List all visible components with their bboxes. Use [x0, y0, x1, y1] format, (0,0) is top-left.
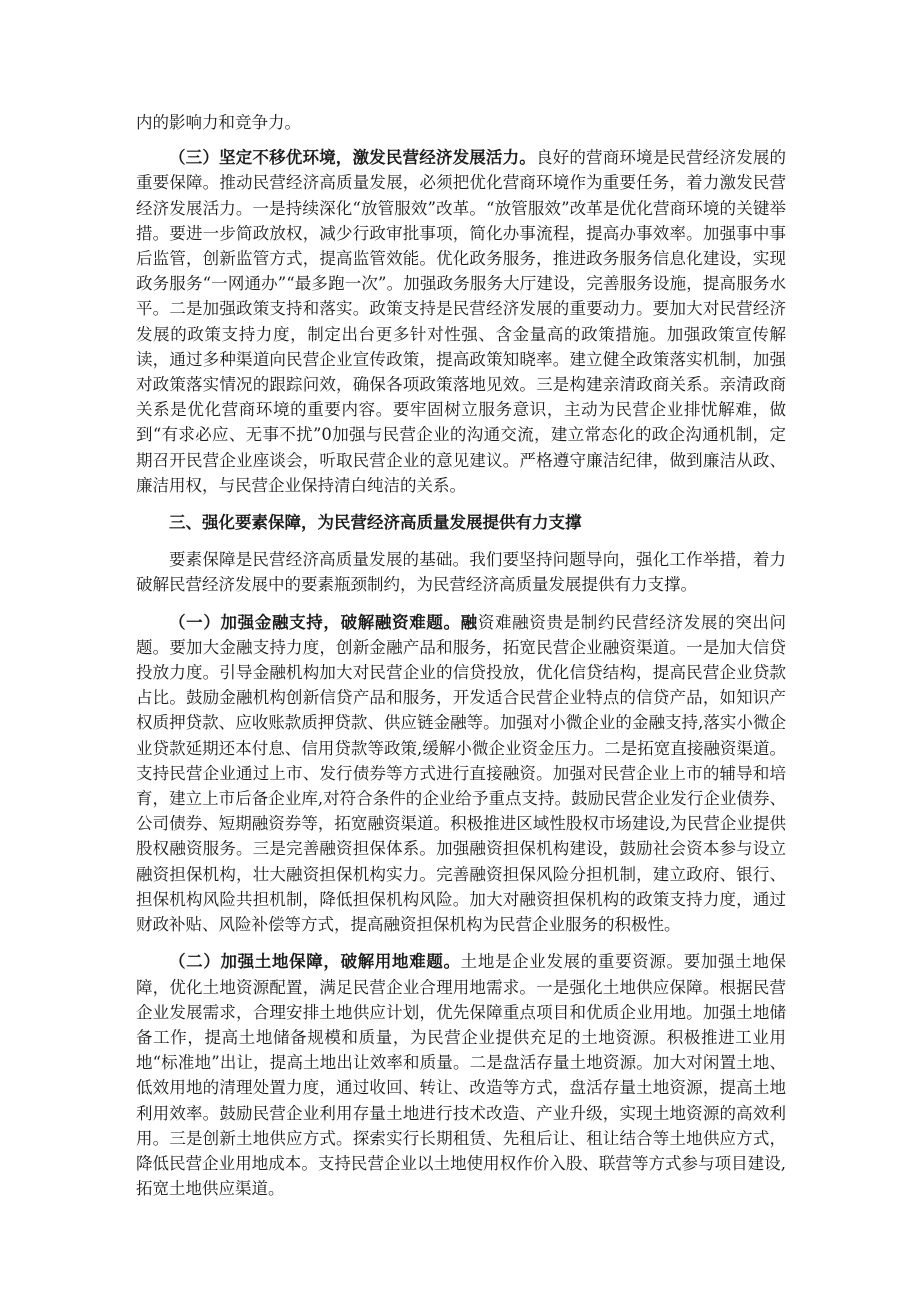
chapter-three-heading: 三、强化要素保障，为民营经济高质量发展提供有力支撑	[169, 513, 582, 533]
chapter-three-intro: 要素保障是民营经济高质量发展的基础。我们要坚持问题导向，强化工作举措，着力破解民营经济发展中的要素瓶颈制约，为民营经济高质量发展提供有力支撑。	[136, 550, 786, 595]
document-page	[136, 110, 786, 1201]
section-two-lead: （二）加强土地保障，破解用地难题。	[169, 952, 461, 972]
section-two-body: 土地是企业发展的重要资源。要加强土地保障，优化土地资源配置，满足民营企业合理用地需求。一是强化土地供应保障。根据民营企业发展需求，合理安排土地供应计划，优先保障重点项目和优质企业用地。加强土地储备工作，提高土地储备规模和质量，为民营企业提供充足的土地资源。积极推进工业用地“标准地”出让，提高土地出让效率和质量。二是盘活存量土地资源。加大对闲置土地、低效用地的清理处置力度，通过收回、转让、改造等方式，盘活存量土地资源，提高土地利用效率。鼓励民营企业利用存量土地进行技术改造、产业升级，实现土地资源的高效利用。三是创新土地供应方式。探索实行长期租赁、先租后让、租让结合等土地供应方式，降低民营企业用地成本。支持民营企业以土地使用权作价入股、联营等方式参与项目建设,拓宽土地供应渠道。	[136, 952, 787, 1199]
section-three-body: 良好的营商环境是民营经济发展的重要保障。推动民营经济高质量发展，必须把优化营商环境作为重要任务，着力激发民营经济发展活力。一是持续深化“放管服效”改革。“放管服效”改革是优化营商环境的关键举措。要进一步简政放权，减少行政审批事项，简化办事流程，提高办事效率。加强事中事后监管，创新监管方式，提高监管效能。优化政务服务，推进政务服务信息化建设，实现政务服务“一网通办”“最多跑一次”。加强政务服务大厅建设，完善服务设施，提高服务水平。二是加强政策支持和落实。政策支持是民营经济发展的重要动力。要加大对民营经济发展的政策支持力度，制定出台更多针对性强、含金量高的政策措施。加强政策宣传解读，通过多种渠道向民营企业宣传政策，提高政策知晓率。建立健全政策落实机制，加强对政策落实情况的跟踪问效，确保各项政策落地见效。三是构建亲清政商关系。亲清政商关系是优化营商环境的重要内容。要牢固树立服务意识，主动为民营企业排忧解难，做到“有求必应、无事不扰”0加强与民营企业的沟通交流，建立常态化的政企沟通机制，定期召开民营企业座谈会，听取民营企业的意见建议。严格遵守廉洁纪律，做到廉洁从政、廉洁用权，与民营企业保持清白纯洁的关系。	[136, 148, 787, 495]
section-three-lead: （三）坚定不移优环境，激发民营经济发展活力。	[169, 148, 536, 168]
section-one-lead: （一）加强金融支持，破解融资难题。融	[169, 612, 478, 632]
paragraph-continuation: 内的影响力和竞争力。	[136, 113, 301, 132]
section-three-paragraph	[136, 145, 786, 498]
section-one-body: 资难融资贵是制约民营经济发展的突出问题。要加大金融支持力度，创新金融产品和服务，拓宽民营企业融资渠道。一是加大信贷投放力度。引导金融机构加大对民营企业的信贷投放，优化信贷结构，提高民营企业贷款占比。鼓励金融机构创新信贷产品和服务，开发适合民营企业特点的信贷产品，如知识产权质押贷款、应收账款质押贷款、供应链金融等。加强对小微企业的金融支持,落实小微企业贷款延期还本付息、信用贷款等政策,缓解小微企业资金压力。二是拓宽直接融资渠道。支持民营企业通过上市、发行债券等方式进行直接融资。加强对民营企业上市的辅导和培育，建立上市后备企业库,对符合条件的企业给予重点支持。鼓励民营企业发行企业债券、公司债券、短期融资券等，拓宽融资渠道。积极推进区域性股权市场建设,为民营企业提供股权融资服务。三是完善融资担保体系。加强融资担保机构建设，鼓励社会资本参与设立融资担保机构，壮大融资担保机构实力。完善融资担保风险分担机制，建立政府、银行、担保机构风险共担机制，降低担保机构风险。加大对融资担保机构的政策支持力度，通过财政补贴、风险补偿等方式，提高融资担保机构为民营企业服务的积极性。	[136, 612, 787, 935]
section-one-paragraph	[136, 610, 786, 938]
section-two-paragraph	[136, 949, 786, 1201]
